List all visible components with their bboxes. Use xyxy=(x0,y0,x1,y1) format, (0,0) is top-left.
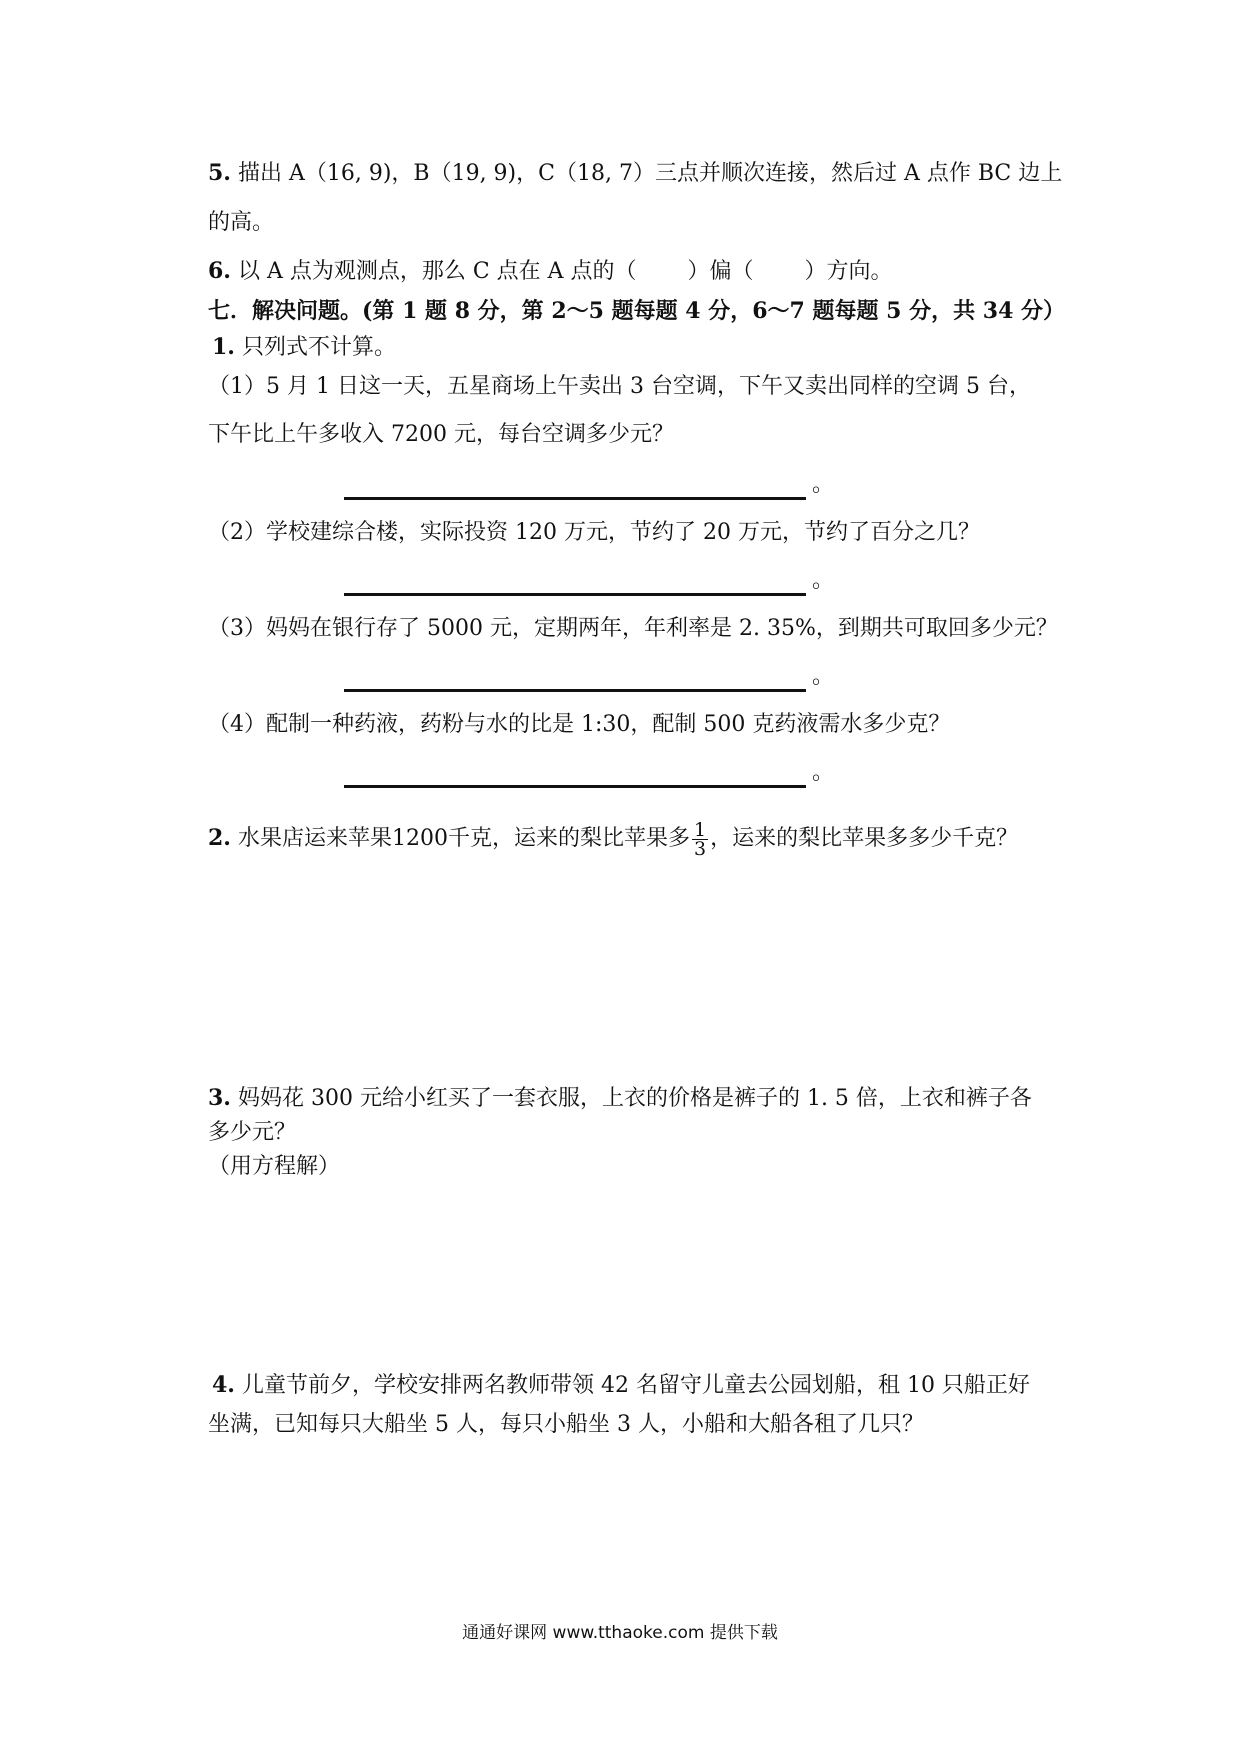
problem-4-number: 4. xyxy=(212,1372,235,1398)
problem-2-text-b: ，运来的梨比苹果多多少千克？ xyxy=(710,826,1019,851)
question-6 xyxy=(208,256,893,287)
answer-blank[interactable] xyxy=(344,759,806,788)
problem-1-intro xyxy=(212,332,396,363)
answer-period: 。 xyxy=(812,664,835,689)
question-6-number: 6. xyxy=(208,258,231,284)
problem-2 xyxy=(208,813,1018,864)
problem-4-text: 儿童节前夕，学校安排两名教师带领 42 名留守儿童去公园划船，租 10 只船正好 xyxy=(241,1373,1030,1398)
fraction-denominator: 3 xyxy=(693,837,707,860)
question-6-text: 以 A 点为观测点，那么 C 点在 A 点的（ ）偏（ ）方向。 xyxy=(237,259,893,284)
answer-line-4[interactable] xyxy=(344,758,834,788)
problem-1-sub-3: （3）妈妈在银行存了 5000 元，定期两年，年利率是 2. 35%，到期共可取回多少元？ xyxy=(208,616,1058,641)
answer-line-2[interactable] xyxy=(344,566,834,596)
problem-1-text: 只列式不计算。 xyxy=(241,335,396,360)
answer-blank[interactable] xyxy=(344,471,806,500)
page-footer: 通通好课网 www.tthaoke.com 提供下载 xyxy=(462,1623,778,1643)
answer-line-3[interactable] xyxy=(344,662,834,692)
answer-period: 。 xyxy=(812,760,835,785)
answer-blank[interactable] xyxy=(344,567,806,596)
problem-3-number: 3. xyxy=(208,1085,231,1111)
problem-2-number: 2. xyxy=(208,825,231,851)
section-7-heading: 七．解决问题。(第 1 题 8 分，第 2～5 题每题 4 分，6～7 题每题 5 分，共 34 分） xyxy=(208,298,1066,324)
answer-blank[interactable] xyxy=(344,663,806,692)
problem-1-sub-4: （4）配制一种药液，药粉与水的比是 1:30，配制 500 克药液需水多少克？ xyxy=(208,712,951,737)
problem-1-sub-2: （2）学校建综合楼，实际投资 120 万元，节约了 20 万元，节约了百分之几？ xyxy=(208,520,980,545)
problem-1-sub-1-line-1: （1）5 月 1 日这一天，五星商场上午卖出 3 台空调，下午又卖出同样的空调 5 台， xyxy=(208,374,1031,399)
problem-3-line-1 xyxy=(208,1083,1032,1114)
problem-3-line-2: 多少元？ xyxy=(208,1120,297,1145)
problem-3-line-3: （用方程解） xyxy=(208,1154,341,1179)
fraction-one-third xyxy=(692,818,708,860)
answer-period: 。 xyxy=(812,568,835,593)
problem-1-number: 1. xyxy=(212,334,235,360)
question-5-line-2: 的高。 xyxy=(208,210,275,235)
fraction-numerator: 1 xyxy=(693,818,707,841)
answer-period: 。 xyxy=(812,472,835,497)
answer-line-1[interactable] xyxy=(344,470,834,500)
problem-2-text-a: 水果店运来苹果1200千克，运来的梨比苹果多 xyxy=(237,826,690,851)
question-5-number: 5. xyxy=(208,160,231,186)
question-5-text: 描出 A（16, 9)，B（19, 9)，C（18, 7）三点并顺次连接，然后过 A 点作 BC 边上 xyxy=(237,161,1063,186)
problem-4-line-2: 坐满，已知每只大船坐 5 人，每只小船坐 3 人，小船和大船各租了几只？ xyxy=(208,1412,924,1437)
problem-3-text: 妈妈花 300 元给小红买了一套衣服，上衣的价格是裤子的 1. 5 倍，上衣和裤子各 xyxy=(237,1086,1032,1111)
problem-4-line-1 xyxy=(212,1370,1030,1401)
problem-1-sub-1-line-2: 下午比上午多收入 7200 元，每台空调多少元？ xyxy=(208,422,674,447)
question-5-line-1 xyxy=(208,158,1062,189)
